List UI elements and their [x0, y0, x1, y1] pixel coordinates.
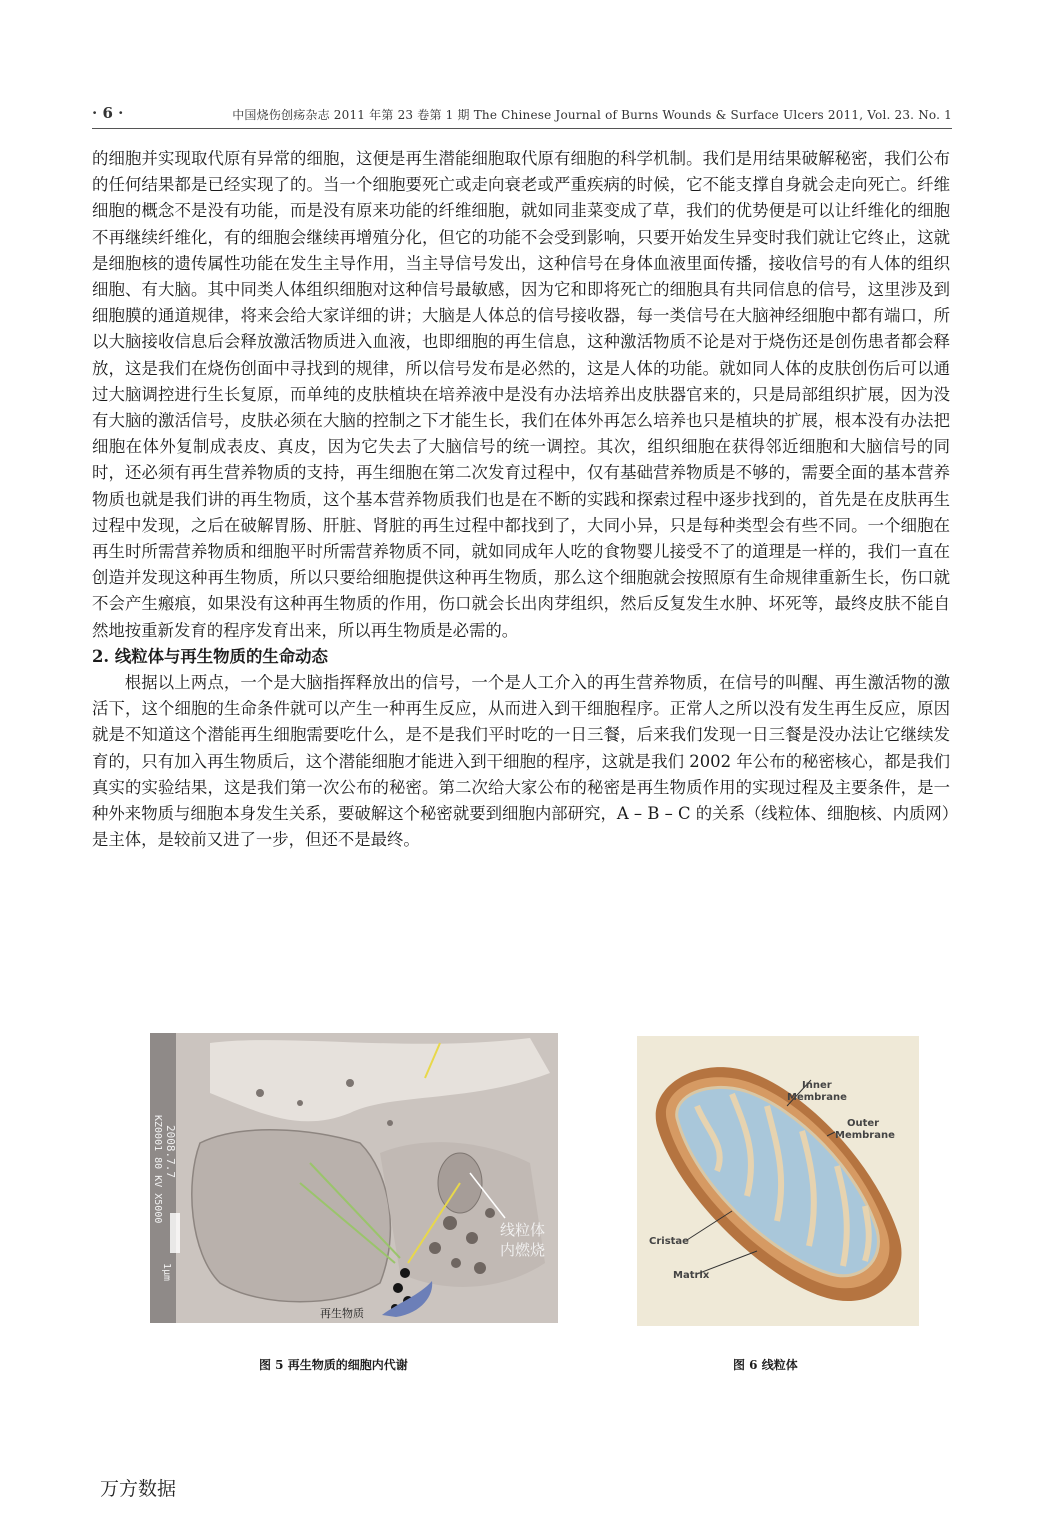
micrograph-date-stamp: 2008.7.7	[164, 1125, 177, 1178]
label-mitochondria: 线粒体	[500, 1221, 546, 1239]
page-number: · 6 ·	[92, 104, 124, 122]
running-header	[92, 104, 952, 126]
figure-5-micrograph	[150, 1033, 558, 1323]
paragraph: 根据以上两点，一个是大脑指挥释放出的信号，一个是人工介入的再生营养物质，在信号的叫醒、再生激活物的激活下，这个细胞的生命条件就可以产生一种再生反应，从而进入到干细胞程序。正常人之所以没有发生再生反应，原因就是不知道这个潜能再生细胞需要吃什么，是不是我们平时吃的一日三餐，后来我们发现一日三餐是没办法让它继续发育的，只有加入再生物质后，这个潜能细胞才能进入到干细胞的程序，这就是我们 2002 年公布的秘密核心，都是我们真实的实验结果，这是我们第一次公布的秘密。第二次给大家公布的秘密是再生物质作用的实现过程及主要条件，是一种外来物质与细胞本身发生关系，要破解这个秘密就要到细胞内部研究，A – B – C 的关系（线粒体、细胞核、内质网）是主体，是较前又进了一步，但还不是最终。	[92, 673, 950, 850]
figure-6-caption: 图 6 线粒体	[733, 1358, 798, 1372]
label-inner: Inner	[802, 1080, 832, 1091]
micrograph-params-stamp: KZ0001 80 KV X5000	[152, 1115, 163, 1224]
article-body	[92, 146, 950, 853]
label-regenerative-substance: 再生物质	[320, 1307, 364, 1320]
section-heading: 2. 线粒体与再生物质的生命动态	[92, 646, 328, 666]
micrograph-illustration	[150, 1033, 558, 1323]
running-title: 中国烧伤创疡杂志 2011 年第 23 卷第 1 期 The Chinese Journal of Burns Wounds & Surface Ulcers 2011, Vol. 23. No. 1	[232, 108, 952, 122]
label-cristae: Cristae	[649, 1236, 689, 1247]
header-rule	[92, 128, 952, 129]
figure-6-mitochondrion	[637, 1036, 919, 1326]
figure-5-caption: 图 5 再生物质的细胞内代谢	[259, 1358, 408, 1372]
label-matrix: Matrix	[673, 1270, 710, 1281]
micrograph-scale-label: 1μm	[161, 1263, 172, 1282]
paragraph: 的细胞并实现取代原有异常的细胞，这便是再生潜能细胞取代原有细胞的科学机制。我们是用结果破解秘密，我们公布的任何结果都是已经实现了的。当一个细胞要死亡或走向衰老或严重疾病的时候，它不能支撑自身就会走向死亡。纤维细胞的概念不是没有功能，而是没有原来功能的纤维细胞，就如同韭菜变成了草，我们的优势便是可以让纤维化的细胞不再继续纤维化，有的细胞会继续再增殖分化，但它的功能不会受到影响，只要开始发生异变时我们就让它终止，这就是细胞核的遗传属性功能在发生主导作用，当主导信号发出，这种信号在身体血液里面传播，接收信号的有人体的组织细胞、有大脑。其中同类人体组织细胞对这种信号最敏感，因为它和即将死亡的细胞具有共同信息的信号，这里涉及到细胞膜的通道规律，将来会给大家详细的讲；大脑是人体总的信号接收器，每一类信号在大脑神经细胞中都有端口，所以大脑接收信息后会释放激活物质进入血液，也即细胞的再生信息，这种激活物质不论是对于烧伤还是创伤患者都会释放，这是我们在烧伤创面中寻找到的规律，所以信号发布是必然的，这是人体的功能。就如同人体的皮肤创伤后可以通过大脑调控进行生长复原，而单纯的皮肤植块在培养液中是没有办法培养出皮肤器官来的，只是局部组织扩展，因为没有大脑的激活信号，皮肤必须在大脑的控制之下才能生长，我们在体外再怎么培养也只是植块的扩展，根本没有办法把细胞在体外复制成表皮、真皮，因为它失去了大脑信号的统一调控。其次，组织细胞在获得邻近细胞和大脑信号的同时，还必须有再生营养物质的支持，再生细胞在第二次发育过程中，仅有基础营养物质是不够的，需要全面的基本营养物质也就是我们讲的再生物质，这个基本营养物质我们也是在不断的实践和探索过程中逐步找到的，首先是在皮肤再生过程中发现，之后在破解胃肠、肝脏、肾脏的再生过程中都找到了，大同小异，只是每种类型会有些不同。一个细胞在再生时所需营养物质和细胞平时所需营养物质不同，就如同成年人吃的食物婴儿接受不了的道理是一样的，我们一直在创造并发现这种再生物质，所以只要给细胞提供这种再生物质，那么这个细胞就会按照原有生命规律重新生长，伤口就不会产生瘢痕，如果没有这种再生物质的作用，伤口就会长出肉芽组织，然后反复发生水肿、坏死等，最终皮肤不能自然地按重新发育的程序发育出来，所以再生物质是必需的。	[92, 149, 950, 640]
watermark: 万方数据	[100, 1478, 177, 1500]
label-inner-membrane: Membrane	[787, 1092, 847, 1103]
label-outer: Outer	[847, 1118, 880, 1129]
label-internal-burning: 内燃烧	[500, 1241, 546, 1259]
label-outer-membrane: Membrane	[835, 1130, 895, 1141]
mitochondrion-illustration	[637, 1036, 919, 1326]
